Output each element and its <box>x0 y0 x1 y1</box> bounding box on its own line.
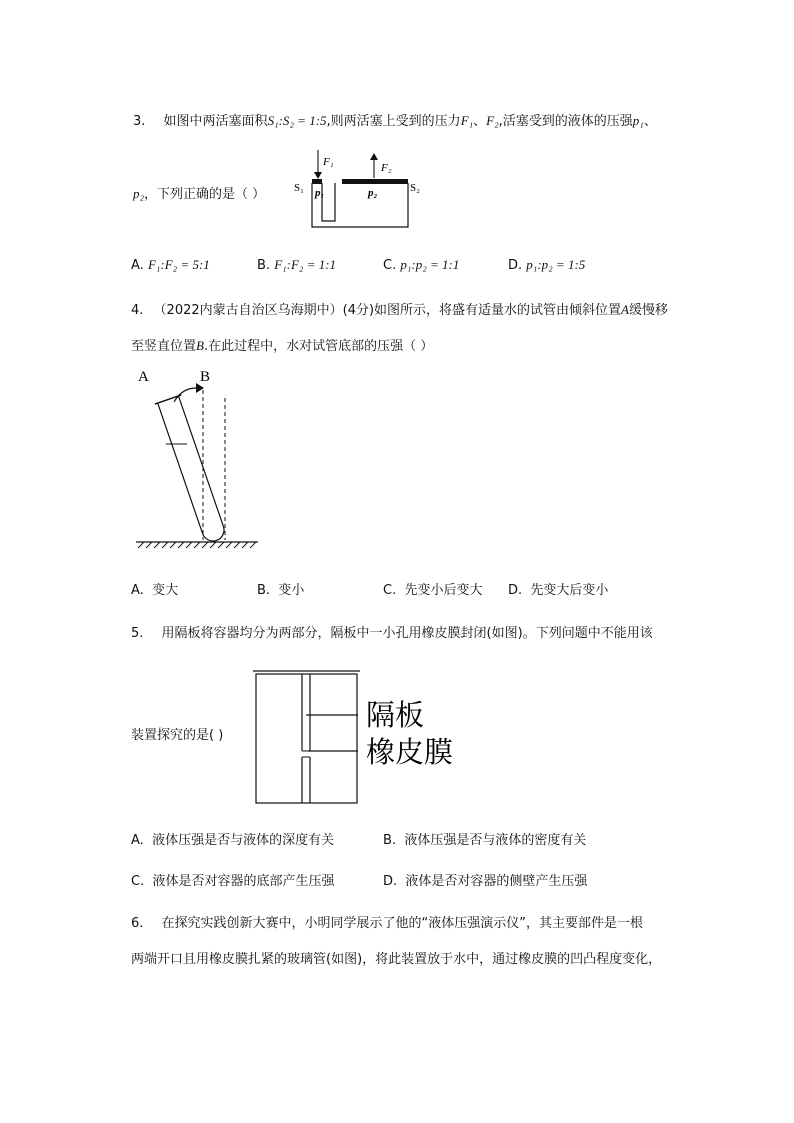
q4-option-a[interactable]: A. 变大 <box>131 583 179 598</box>
q5-stem-line2: 装置探究的是( ) <box>131 728 224 743</box>
label-p1: p₁ <box>315 187 325 199</box>
label-position-b: B <box>200 369 211 385</box>
q5-number: 5. <box>131 626 144 641</box>
label-s1: S₁ <box>294 182 304 194</box>
ground-hatching <box>138 542 256 548</box>
q3-option-b[interactable]: B. F₁:F₂ = 1:1 <box>257 257 337 273</box>
q4-number: 4. <box>131 303 144 318</box>
q5-stem-line1: 5. 用隔板将容器均分为两部分，隔板中一小孔用橡皮膜封闭(如图)。下列问题中不能用该 <box>131 626 653 641</box>
q4-option-b[interactable]: B. 变小 <box>257 583 305 598</box>
q4-stem-line1: 4. （2022内蒙古自治区乌海期中）(4分)如图所示，将盛有适量水的试管由倾斜位置A缓慢移 <box>131 302 669 318</box>
piston-s2 <box>342 179 408 184</box>
q3-piston-figure <box>288 145 428 237</box>
q3-option-a[interactable]: A. F₁:F₂ = 5:1 <box>131 257 210 273</box>
q3-stem-line2: p₂，下列正确的是（ ） <box>133 186 266 202</box>
q5-container-figure <box>250 668 470 808</box>
container-outline <box>312 183 408 227</box>
q3-option-c[interactable]: C. p₁:p₂ = 1:1 <box>383 257 460 273</box>
label-p2: p₂ <box>368 187 378 199</box>
q3-stem-line1: 3. 如图中两活塞面积S₁:S₂ = 1:5,则两活塞上受到的压力F₁、F₂,活塞受到的液体的压强p₁、 <box>133 113 657 129</box>
q5-option-d[interactable]: D. 液体是否对容器的侧壁产生压强 <box>383 874 588 889</box>
q4-option-d[interactable]: D. 先变大后变小 <box>508 583 609 598</box>
label-partition: 隔板 <box>366 700 425 732</box>
q6-stem-line2: 两端开口且用橡皮膜扎紧的玻璃管(如图)，将此装置放于水中，通过橡皮膜的凹凸程度变化， <box>131 952 662 967</box>
container-walls <box>256 674 357 803</box>
test-tube <box>155 395 230 545</box>
q6-stem-line1: 6. 在探究实践创新大赛中，小明同学展示了他的“液体压强演示仪”，其主要部件是一根 <box>131 916 644 931</box>
label-f1: F₁ <box>323 156 334 168</box>
q5-option-c[interactable]: C. 液体是否对容器的底部产生压强 <box>131 874 335 889</box>
q4-stem-line2: 至竖直位置B.在此过程中，水对试管底部的压强（ ） <box>131 338 434 354</box>
q5-option-b[interactable]: B. 液体压强是否与液体的密度有关 <box>383 833 587 848</box>
q3-number: 3. <box>133 114 146 129</box>
label-position-a: A <box>138 369 149 385</box>
q5-option-a[interactable]: A. 液体压强是否与液体的深度有关 <box>131 833 335 848</box>
label-f2: F₂ <box>381 162 392 174</box>
label-membrane: 橡皮膜 <box>366 737 454 769</box>
piston-s1 <box>312 179 322 184</box>
arrow-head-f1 <box>314 172 322 179</box>
rotation-arc <box>174 388 196 402</box>
q4-test-tube-figure <box>130 362 260 554</box>
q6-number: 6. <box>131 916 144 931</box>
arrow-head-f2 <box>370 153 378 160</box>
label-s2: S₂ <box>410 182 420 194</box>
q3-option-d[interactable]: D. p₁:p₂ = 1:5 <box>508 257 586 273</box>
q4-option-c[interactable]: C. 先变小后变大 <box>383 583 483 598</box>
